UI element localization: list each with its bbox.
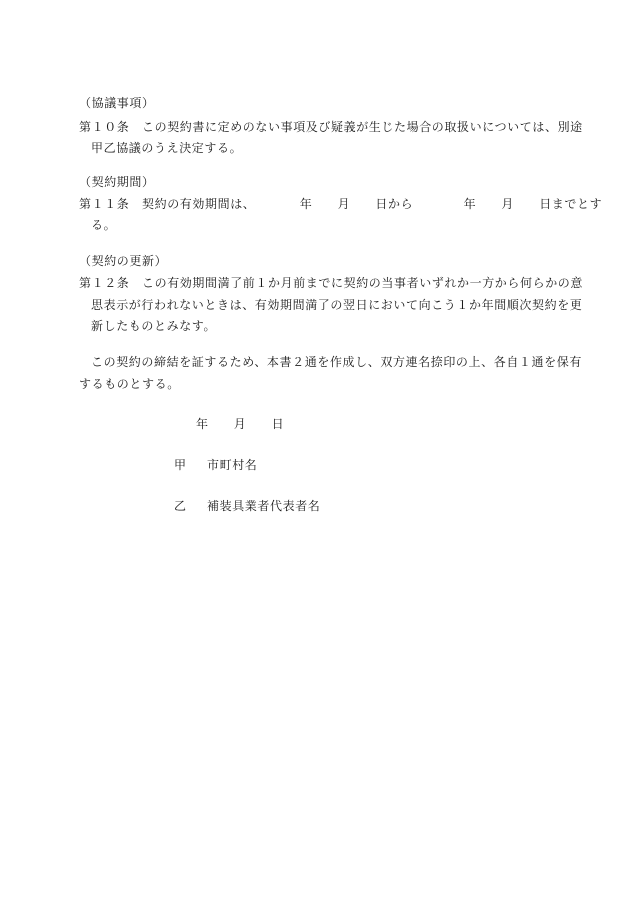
closing-line1: この契約の締結を証するため、本書２通を作成し、双方連名捺印の上、各自１通を保有 bbox=[91, 355, 582, 369]
article10-line2: 甲乙協議のうえ決定する。 bbox=[91, 141, 243, 155]
article12-line3: 新したものとみなす。 bbox=[91, 319, 217, 333]
article11-heading: （契約期間） bbox=[79, 175, 155, 189]
article11-line1: 第１１条 契約の有効期間は、 年 月 日から 年 月 日までとす bbox=[79, 197, 603, 211]
party-b-label: 乙 bbox=[174, 499, 187, 513]
party-b-name: 補装具業者代表者名 bbox=[207, 499, 321, 513]
article12-line1: 第１２条 この有効期間満了前１か月前までに契約の当事者いずれか一方から何らかの意 bbox=[79, 276, 584, 290]
article10-line1: 第１０条 この契約書に定めのない事項及び疑義が生じた場合の取扱いについては、別途 bbox=[79, 120, 583, 134]
article12-heading: （契約の更新） bbox=[79, 254, 168, 268]
article11-line2: る。 bbox=[91, 218, 117, 232]
article10-heading: （協議事項） bbox=[79, 96, 155, 110]
article12-line2: 思表示が行われないときは、有効期間満了の翌日において向こう１か年間順次契約を更 bbox=[91, 298, 583, 312]
closing-line2: するものとする。 bbox=[79, 377, 180, 391]
party-a-label: 甲 bbox=[174, 458, 187, 472]
signature-date: 年 月 日 bbox=[196, 417, 285, 431]
party-a-name: 市町村名 bbox=[207, 458, 258, 472]
